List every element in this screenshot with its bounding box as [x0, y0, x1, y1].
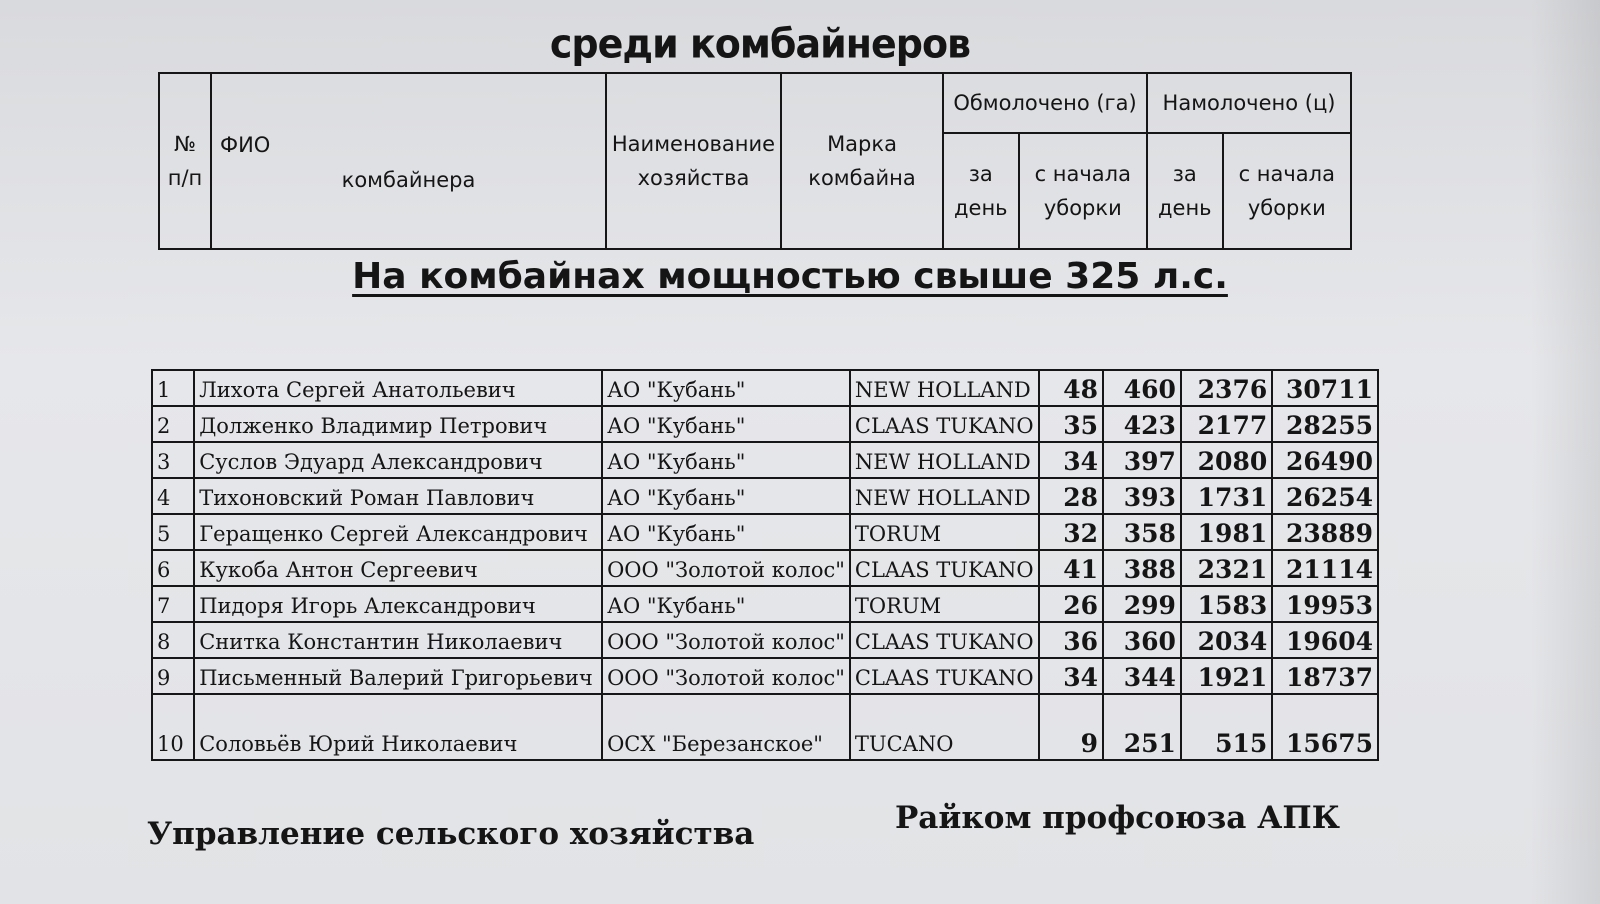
row-ha-day: 34 — [1039, 658, 1103, 694]
row-farm: ООО "Золотой колос" — [602, 622, 850, 658]
row-farm: АО "Кубань" — [602, 586, 850, 622]
footer-agriculture-department: Управление сельского хозяйства — [147, 816, 755, 852]
row-brand: CLAAS TUKANO — [850, 550, 1039, 586]
footer-trade-union: Райком профсоюза АПК — [895, 800, 1340, 836]
row-ha-day: 35 — [1039, 406, 1103, 442]
row-farm: АО "Кубань" — [602, 442, 850, 478]
row-brand: CLAAS TUKANO — [850, 406, 1039, 442]
row-number: 7 — [152, 586, 194, 622]
row-brand: TUCANO — [850, 694, 1039, 760]
row-c-day: 2080 — [1181, 442, 1272, 478]
row-c-day: 2376 — [1181, 370, 1272, 406]
section-subtitle-text: На комбайнах мощностью свыше 325 л.с. — [352, 256, 1228, 297]
row-ha-day: 26 — [1039, 586, 1103, 622]
row-brand: CLAAS TUKANO — [850, 622, 1039, 658]
row-ha-total: 344 — [1103, 658, 1181, 694]
header-col-fio-label: ФИО — [220, 133, 271, 157]
row-c-total: 21114 — [1272, 550, 1378, 586]
row-brand: NEW HOLLAND — [850, 442, 1039, 478]
table-row — [152, 694, 1378, 760]
header-harvested-season: с начала уборки — [1223, 133, 1351, 249]
row-farm: АО "Кубань" — [602, 406, 850, 442]
row-name: Тихоновский Роман Павлович — [194, 478, 602, 514]
row-c-total: 15675 — [1272, 694, 1378, 760]
row-ha-day: 28 — [1039, 478, 1103, 514]
row-ha-total: 299 — [1103, 586, 1181, 622]
row-farm: АО "Кубань" — [602, 478, 850, 514]
row-number: 2 — [152, 406, 194, 442]
row-farm: АО "Кубань" — [602, 514, 850, 550]
row-number: 1 — [152, 370, 194, 406]
table-row — [152, 478, 1378, 514]
row-c-total: 30711 — [1272, 370, 1378, 406]
row-ha-total: 251 — [1103, 694, 1181, 760]
row-brand: TORUM — [850, 586, 1039, 622]
row-c-total: 19953 — [1272, 586, 1378, 622]
table-row — [152, 586, 1378, 622]
row-c-day: 1583 — [1181, 586, 1272, 622]
row-number: 3 — [152, 442, 194, 478]
row-brand: NEW HOLLAND — [850, 370, 1039, 406]
row-c-total: 26254 — [1272, 478, 1378, 514]
table-row — [152, 658, 1378, 694]
row-brand: NEW HOLLAND — [850, 478, 1039, 514]
row-c-total: 28255 — [1272, 406, 1378, 442]
row-ha-total: 397 — [1103, 442, 1181, 478]
row-name: Кукоба Антон Сергеевич — [194, 550, 602, 586]
row-ha-day: 9 — [1039, 694, 1103, 760]
header-col-fio — [211, 73, 606, 249]
header-harvested-day: за день — [1147, 133, 1223, 249]
row-ha-day: 48 — [1039, 370, 1103, 406]
header-col-farm: Наименование хозяйства — [606, 73, 781, 249]
row-c-total: 18737 — [1272, 658, 1378, 694]
table-row — [152, 370, 1378, 406]
table-row — [152, 622, 1378, 658]
row-brand: TORUM — [850, 514, 1039, 550]
row-c-total: 23889 — [1272, 514, 1378, 550]
row-number: 9 — [152, 658, 194, 694]
row-name: Суслов Эдуард Александрович — [194, 442, 602, 478]
row-ha-total: 460 — [1103, 370, 1181, 406]
row-c-day: 515 — [1181, 694, 1272, 760]
paper-edge-shadow — [1530, 0, 1600, 904]
row-number: 10 — [152, 694, 194, 760]
row-number: 5 — [152, 514, 194, 550]
row-name: Письменный Валерий Григорьевич — [194, 658, 602, 694]
table-row — [152, 442, 1378, 478]
row-c-day: 1981 — [1181, 514, 1272, 550]
header-table — [158, 72, 1352, 250]
row-number: 4 — [152, 478, 194, 514]
row-c-total: 19604 — [1272, 622, 1378, 658]
row-name: Лихота Сергей Анатольевич — [194, 370, 602, 406]
row-ha-day: 32 — [1039, 514, 1103, 550]
row-farm-text: ОСХ "Березанское" — [607, 732, 823, 756]
row-c-day: 1731 — [1181, 478, 1272, 514]
row-ha-total: 360 — [1103, 622, 1181, 658]
header-group-threshed: Обмолочено (га) — [943, 73, 1147, 133]
row-name: Снитка Константин Николаевич — [194, 622, 602, 658]
document-title: среди комбайнеров — [549, 20, 971, 68]
row-ha-day: 34 — [1039, 442, 1103, 478]
row-brand: CLAAS TUKANO — [850, 658, 1039, 694]
header-threshed-day: за день — [943, 133, 1019, 249]
table-row — [152, 406, 1378, 442]
table-row — [152, 514, 1378, 550]
row-number: 6 — [152, 550, 194, 586]
row-ha-day: 41 — [1039, 550, 1103, 586]
section-subtitle — [0, 256, 1580, 297]
row-c-day: 2321 — [1181, 550, 1272, 586]
row-c-total: 26490 — [1272, 442, 1378, 478]
row-c-day: 2034 — [1181, 622, 1272, 658]
row-ha-day: 36 — [1039, 622, 1103, 658]
row-name: Пидоря Игорь Александрович — [194, 586, 602, 622]
row-name: Соловьёв Юрий Николаевич — [194, 694, 602, 760]
row-name: Геращенко Сергей Александрович — [194, 514, 602, 550]
header-group-harvested: Намолочено (ц) — [1147, 73, 1351, 133]
header-col-fio-sub: комбайнера — [341, 168, 476, 192]
row-c-day: 2177 — [1181, 406, 1272, 442]
results-table — [151, 369, 1379, 761]
header-threshed-season: с начала уборки — [1019, 133, 1147, 249]
row-ha-total: 393 — [1103, 478, 1181, 514]
header-col-number: № п/п — [159, 73, 211, 249]
row-farm — [602, 694, 850, 760]
header-col-brand: Марка комбайна — [781, 73, 943, 249]
row-farm: АО "Кубань" — [602, 370, 850, 406]
row-farm: ООО "Золотой колос" — [602, 658, 850, 694]
row-name: Долженко Владимир Петрович — [194, 406, 602, 442]
row-number: 8 — [152, 622, 194, 658]
row-ha-total: 423 — [1103, 406, 1181, 442]
row-ha-total: 388 — [1103, 550, 1181, 586]
row-farm: ООО "Золотой колос" — [602, 550, 850, 586]
row-ha-total: 358 — [1103, 514, 1181, 550]
table-row — [152, 550, 1378, 586]
row-c-day: 1921 — [1181, 658, 1272, 694]
